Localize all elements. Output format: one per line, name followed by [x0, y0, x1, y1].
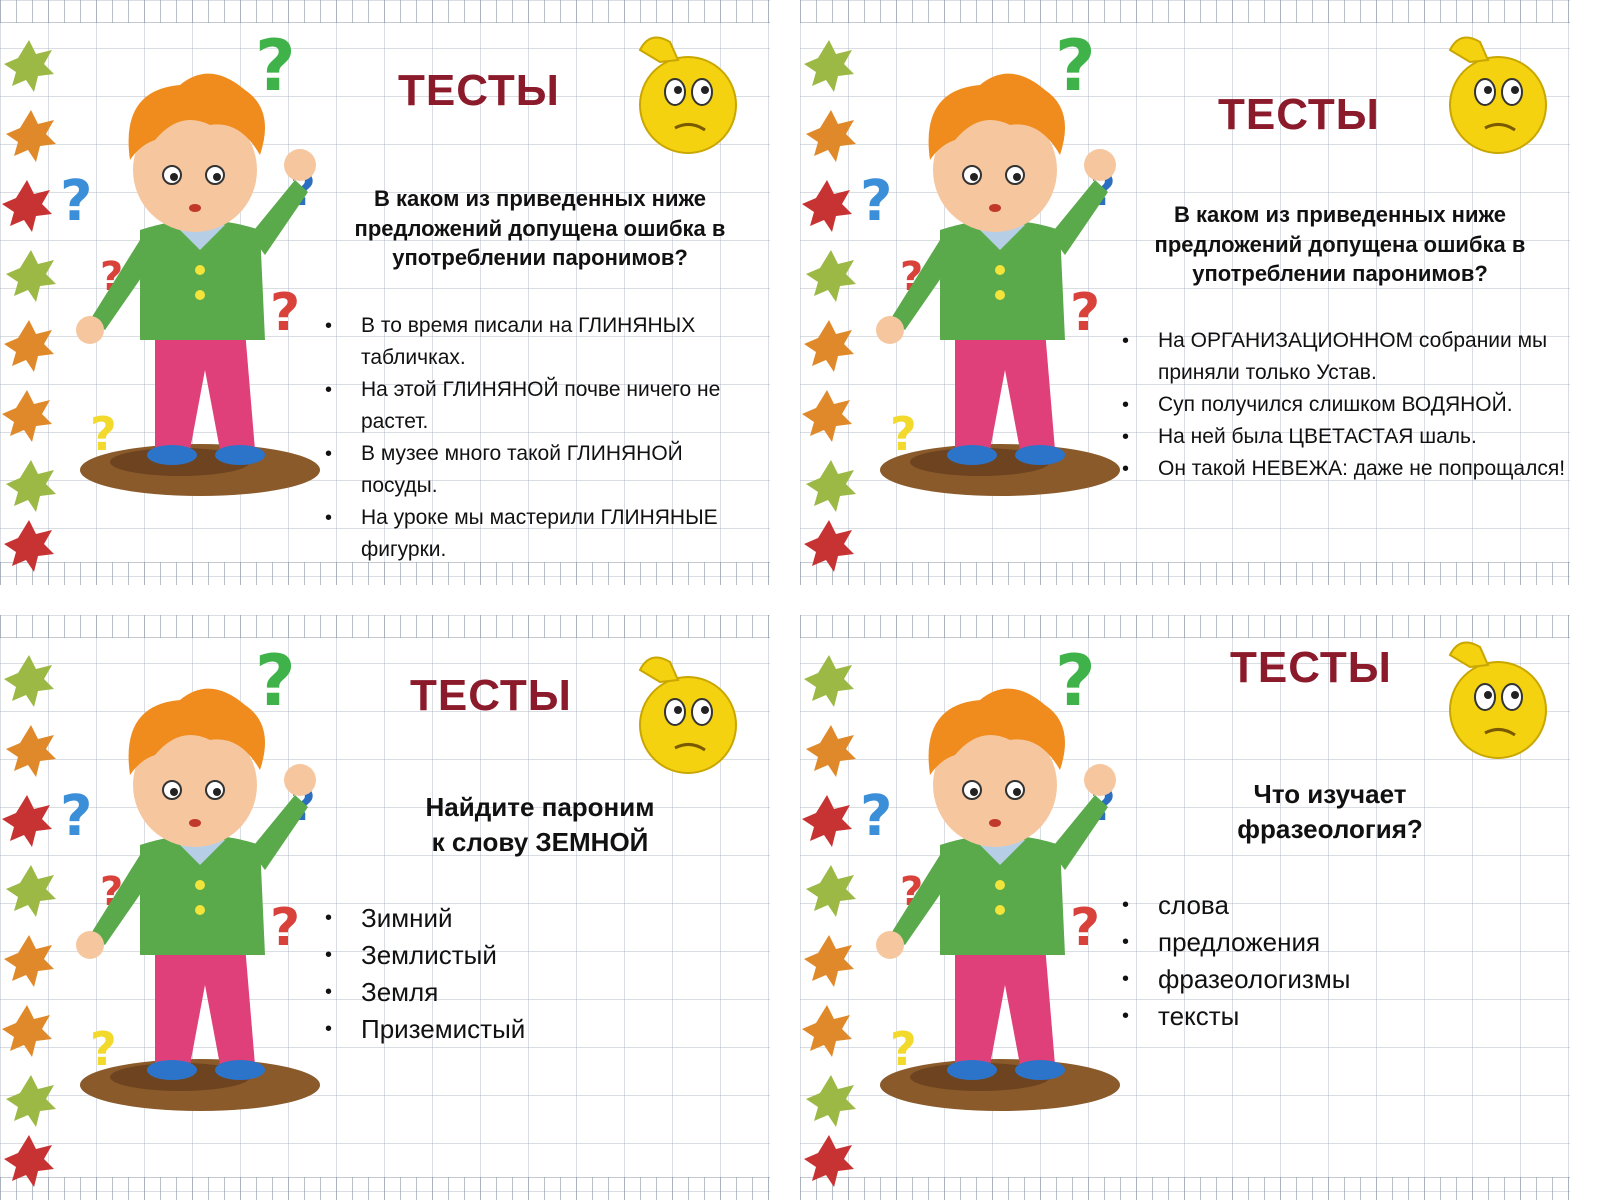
answer-list	[1122, 887, 1522, 1035]
ruler-top	[0, 0, 770, 23]
ruler-bottom	[800, 562, 1570, 585]
answer-option: • Он такой НЕВЕЖА: даже не попрощался!	[1122, 457, 1566, 480]
answer-option: • В музее много такой ГЛИНЯНОЙ посуды.	[325, 442, 683, 497]
answer-list	[325, 900, 725, 1048]
autumn-leaves-border	[800, 655, 860, 1195]
slide-4	[800, 615, 1570, 1200]
question-line-2: фразеология?	[1237, 814, 1423, 845]
question-line-1: Что изучает	[1253, 779, 1407, 809]
thinking-smiley-icon	[1440, 30, 1550, 160]
answer-option: • предложения	[1122, 927, 1321, 957]
answer-option: • В то время писали на ГЛИНЯНЫХ табличках.	[325, 314, 696, 369]
answer-option: • тексты	[1122, 1001, 1240, 1031]
slide-title: ТЕСТЫ	[1218, 90, 1380, 139]
slide-1	[0, 0, 770, 585]
answer-option: • Земля	[325, 977, 439, 1007]
question-line-1: Найдите пароним	[425, 792, 655, 822]
thinking-boy-illustration	[860, 645, 1130, 1115]
ruler-bottom	[800, 1177, 1570, 1200]
answer-option: • На ней была ЦВЕТАСТАЯ шаль.	[1122, 425, 1477, 448]
thinking-boy-illustration	[60, 645, 330, 1115]
autumn-leaves-border	[0, 40, 60, 580]
slide-title: ТЕСТЫ	[398, 66, 560, 115]
thinking-boy-illustration	[60, 30, 330, 500]
answer-option: • На ОРГАНИЗАЦИОННОМ собрании мы приняли только Устав.	[1122, 329, 1548, 384]
autumn-leaves-border	[800, 40, 860, 580]
ruler-top	[800, 0, 1570, 23]
slide-title: ТЕСТЫ	[410, 671, 572, 720]
thinking-smiley-icon	[1440, 635, 1550, 765]
answer-option: • слова	[1122, 890, 1229, 920]
question-text: В каком из приведенных ниже предложений допущена ошибка в употреблении паронимов?	[354, 186, 726, 271]
answer-option: • Землистый	[325, 940, 497, 970]
answer-option: • Зимний	[325, 903, 453, 933]
ruler-bottom	[0, 1177, 770, 1200]
autumn-leaves-border	[0, 655, 60, 1195]
answer-list	[1122, 325, 1567, 485]
question-line-2: к слову ЗЕМНОЙ	[431, 827, 649, 858]
answer-option: • На уроке мы мастерили ГЛИНЯНЫЕ фигурки.	[325, 506, 718, 561]
slide-3	[0, 615, 770, 1200]
thinking-smiley-icon	[630, 30, 740, 160]
thinking-boy-illustration	[860, 30, 1130, 500]
ruler-top	[0, 615, 770, 638]
question-text	[1200, 777, 1460, 847]
thinking-smiley-icon	[630, 650, 740, 780]
answer-list	[325, 310, 755, 566]
question-text	[380, 790, 700, 860]
slide-title: ТЕСТЫ	[1230, 643, 1392, 692]
slide-2	[800, 0, 1570, 585]
answer-option: • Суп получился слишком ВОДЯНОЙ.	[1122, 393, 1513, 416]
answer-option: • На этой ГЛИНЯНОЙ почве ничего не растет.	[325, 378, 721, 433]
answer-option: • фразеологизмы	[1122, 964, 1351, 994]
answer-option: • Приземистый	[325, 1014, 526, 1044]
question-text: В каком из приведенных ниже предложений допущена ошибка в употреблении паронимов?	[1154, 202, 1526, 287]
